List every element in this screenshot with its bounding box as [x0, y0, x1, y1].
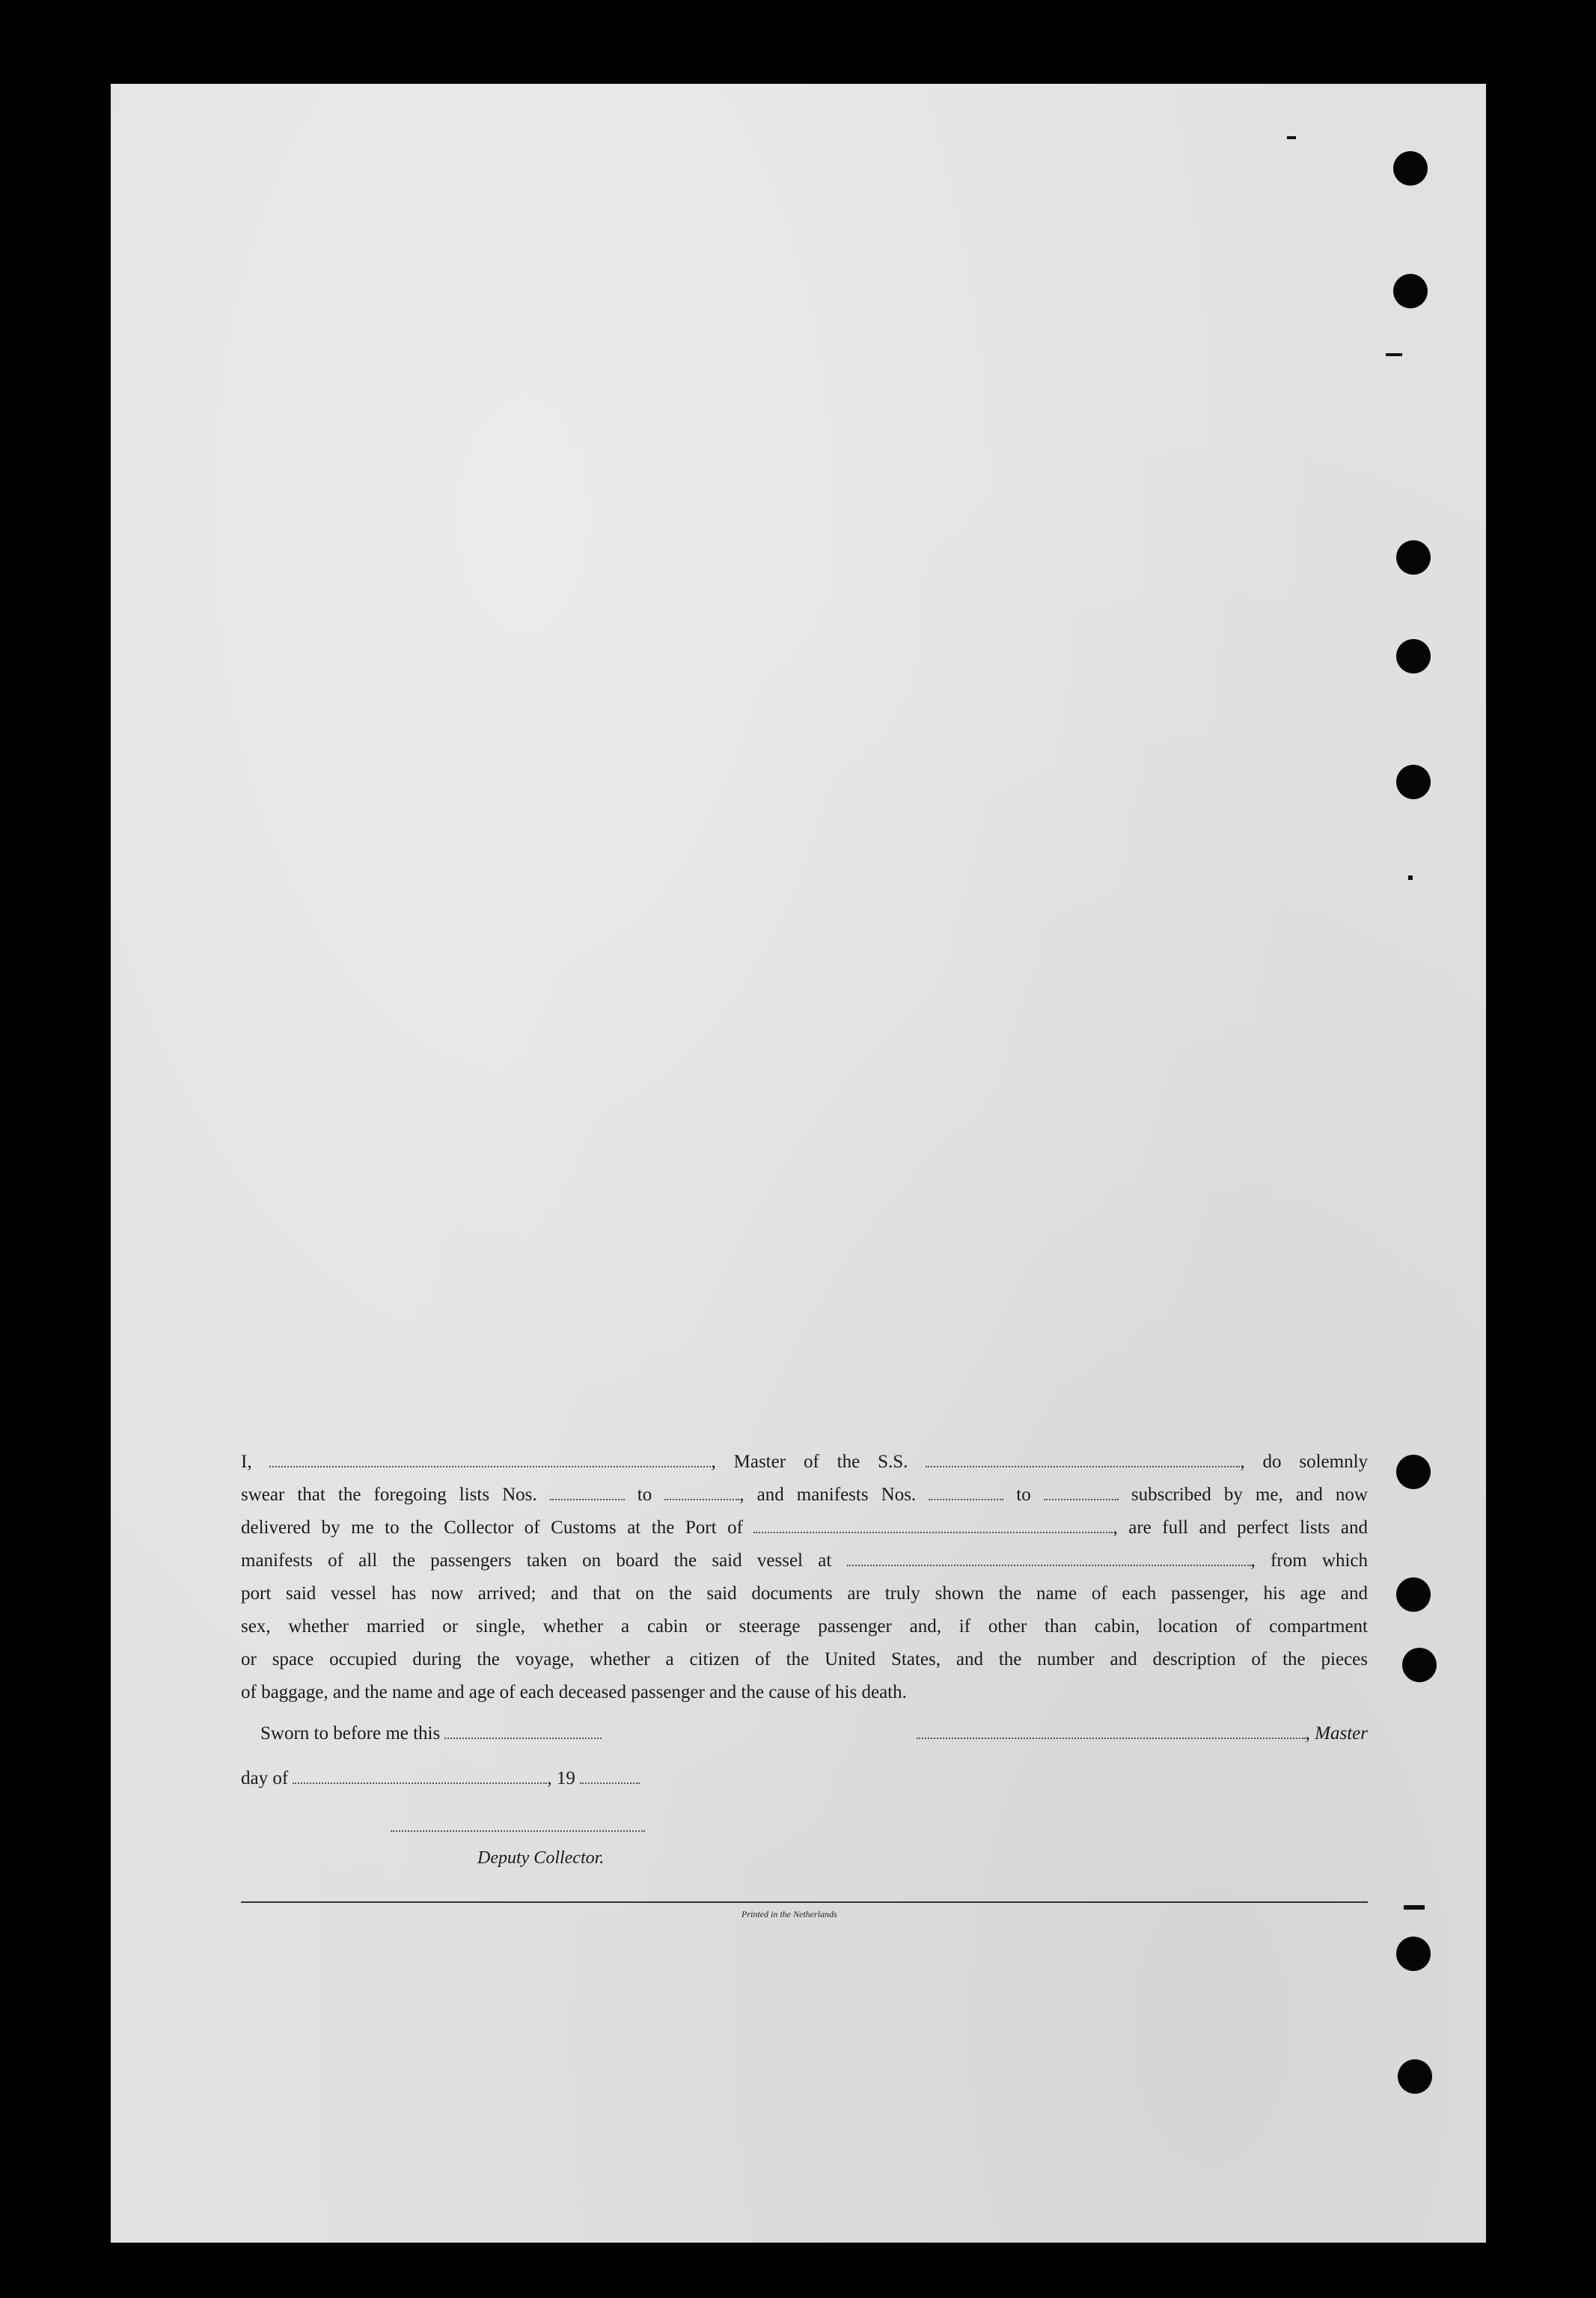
oath-text: manifests of all the passengers taken on board the said vessel at [241, 1550, 832, 1571]
punch-hole [1396, 1577, 1431, 1612]
punch-hole [1396, 639, 1431, 673]
punch-hole [1396, 540, 1431, 575]
punch-hole [1402, 1648, 1437, 1682]
printed-note: Printed in the Netherlands [742, 1909, 837, 1919]
master-label: Master [1315, 1723, 1368, 1744]
oath-line-4 [241, 1544, 1368, 1577]
ship-name-blank[interactable] [926, 1449, 1240, 1467]
oath-text: , and manifests Nos. [739, 1485, 917, 1505]
manifest-from-blank[interactable] [929, 1482, 1003, 1500]
oath-line-6: sex, whether married or single, whether a cabin or steerage passenger and, if other than cabin, location of compartment [241, 1616, 1368, 1637]
speck [1404, 1905, 1425, 1910]
oath-text: , are full and perfect lists and [1113, 1518, 1369, 1538]
oath-line-8: of baggage, and the name and age of each deceased passenger and the cause of his death. [241, 1682, 907, 1702]
oath-paragraph [241, 1446, 1368, 1709]
oath-text: to [637, 1485, 652, 1505]
month-blank[interactable] [293, 1766, 547, 1784]
punch-hole [1396, 765, 1431, 799]
oath-text: , do solemnly [1240, 1452, 1369, 1472]
master-signature-blank[interactable] [917, 1721, 1306, 1739]
bottom-rule [241, 1901, 1368, 1903]
port-blank[interactable] [753, 1515, 1113, 1533]
day-of-label: day of [241, 1768, 289, 1788]
oath-text: I, [241, 1452, 252, 1472]
list-to-blank[interactable] [664, 1482, 739, 1500]
list-from-blank[interactable] [550, 1482, 625, 1500]
oath-text: to [1016, 1485, 1031, 1505]
oath-text: swear that the foregoing lists Nos. [241, 1485, 537, 1505]
speck [1408, 875, 1413, 880]
embarkation-port-blank[interactable] [847, 1548, 1251, 1566]
oath-line-2 [241, 1479, 1368, 1512]
oath-line-3 [241, 1512, 1368, 1544]
oath-text: delivered by me to the Collector of Customs at the Port of [241, 1518, 743, 1538]
oath-text: , from which [1250, 1550, 1368, 1571]
sworn-line [260, 1721, 602, 1744]
year-prefix: , 19 [547, 1768, 575, 1788]
punch-hole [1393, 274, 1428, 308]
oath-line-7: or space occupied during the voyage, whether a citizen of the United States, and the number and description of the pieces [241, 1649, 1368, 1669]
sworn-day-blank[interactable] [444, 1721, 602, 1739]
punch-hole [1396, 1455, 1431, 1489]
manifest-to-blank[interactable] [1044, 1482, 1119, 1500]
oath-text: subscribed by me, and now [1131, 1485, 1368, 1505]
punch-hole [1398, 2059, 1432, 2094]
master-name-blank[interactable] [269, 1449, 711, 1467]
oath-line-5: port said vessel has now arrived; and that on the said documents are truly shown the name of each passenger, his age and [241, 1583, 1368, 1604]
oath-line-1 [241, 1446, 1368, 1479]
oath-text: , Master of the S.S. [711, 1452, 908, 1472]
master-signature-line: , Master [911, 1721, 1368, 1744]
day-of-line [241, 1766, 640, 1789]
punch-hole [1396, 1937, 1431, 1971]
speck [1386, 353, 1402, 356]
deputy-collector-signature-line[interactable] [391, 1830, 645, 1832]
year-blank[interactable] [580, 1766, 640, 1784]
speck [1287, 136, 1296, 139]
punch-hole [1393, 151, 1428, 186]
sworn-label: Sworn to before me this [260, 1723, 441, 1744]
deputy-collector-label: Deputy Collector. [477, 1848, 605, 1868]
